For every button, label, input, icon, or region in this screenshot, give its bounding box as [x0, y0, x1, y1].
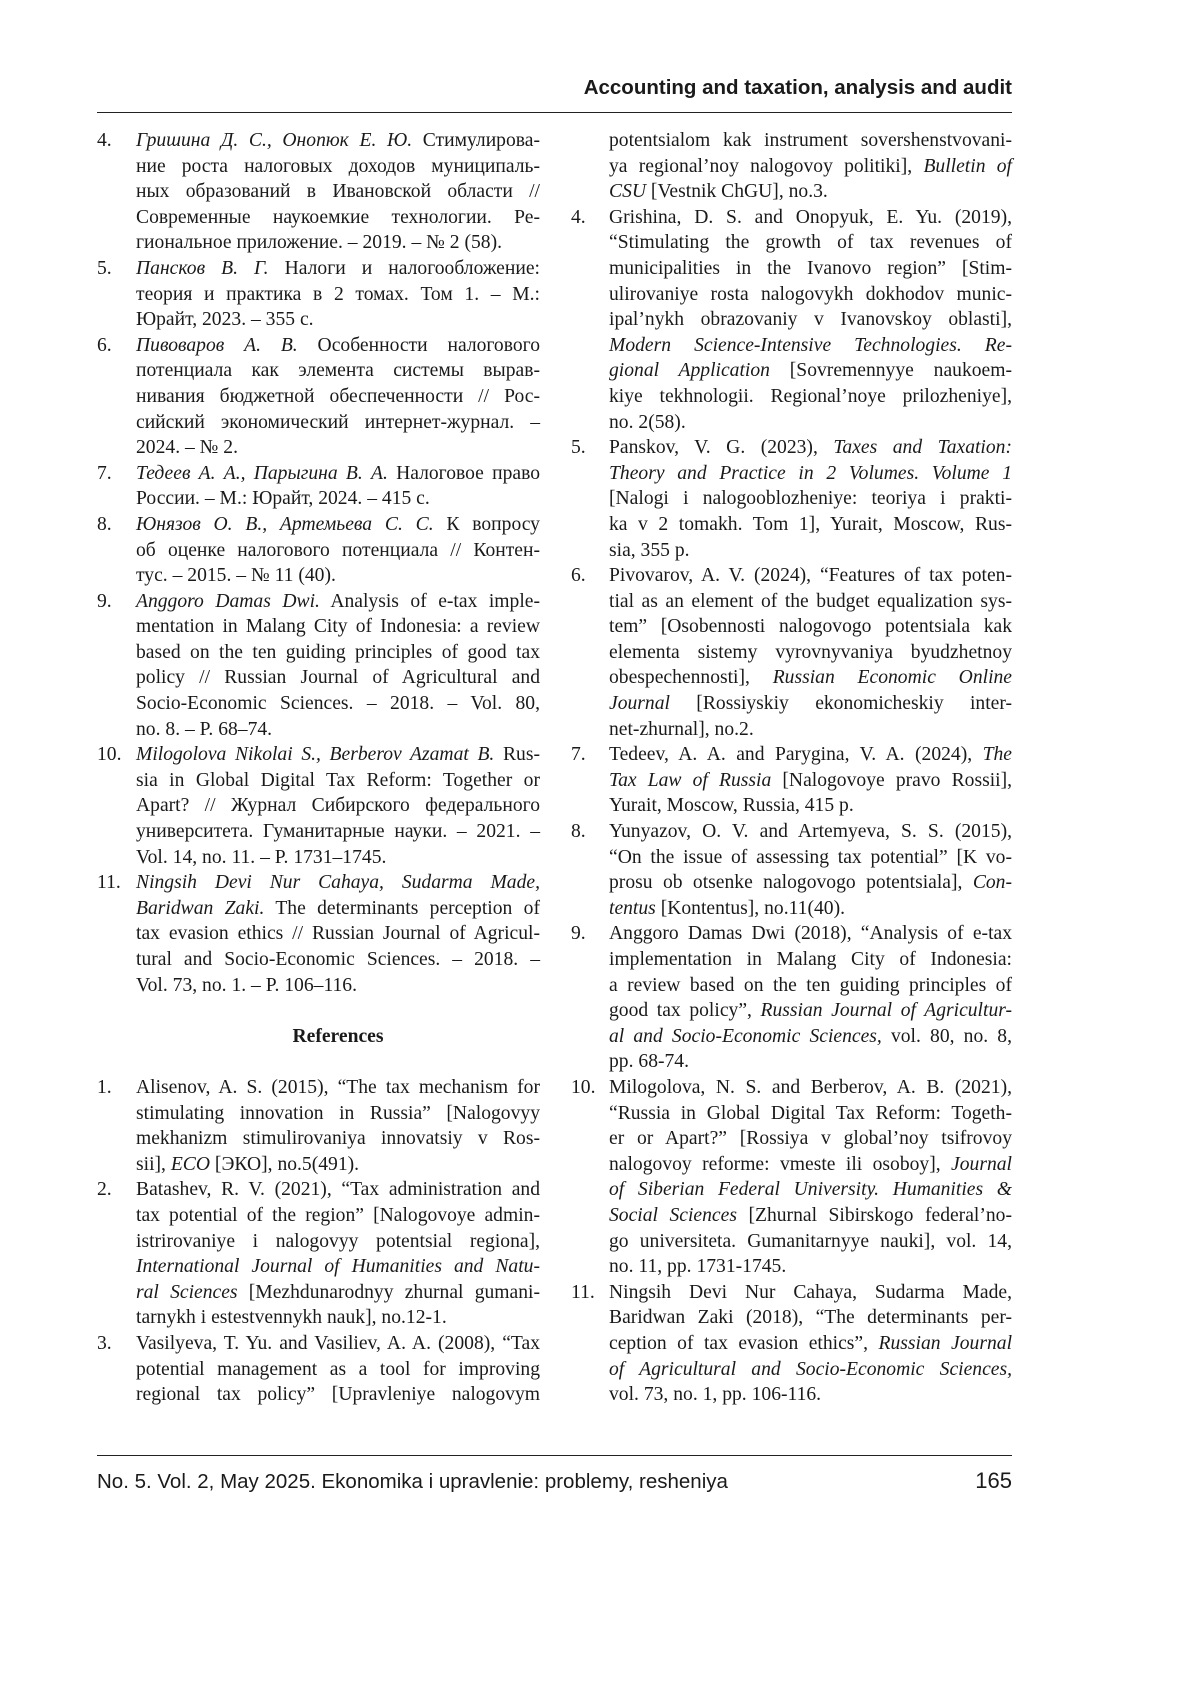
italic-title: Russian Journal: [879, 1333, 1013, 1354]
reference-line: “Stimulating the growth of tax revenues of: [609, 230, 1012, 256]
reference-line: stimulating innovation in Russia” [Nalogovyy: [136, 1101, 540, 1127]
reference-line: Пансков В. Г. Налоги и налогообложение:: [136, 256, 540, 282]
reference-number: 9.: [571, 921, 586, 947]
references-list-continued: [571, 128, 1012, 1408]
reference-line: Journal [Rossiyskiy ekonomicheskiy inter-: [609, 691, 1012, 717]
reference-item: [97, 333, 540, 461]
reference-line: Юрайт, 2023. – 355 с.: [136, 307, 540, 333]
reference-line: based on the ten guiding principles of good tax: [136, 640, 540, 666]
reference-line: kiye tekhnologii. Regional’noye prilozheniye],: [609, 384, 1012, 410]
italic-title: Modern Science-Intensive Technologies. Re-: [609, 335, 1012, 356]
reference-line: tax potential of the region” [Nalogovoye admin-: [136, 1203, 540, 1229]
italic-title: ECO: [171, 1154, 210, 1175]
reference-line: Baridwan Zaki. The determinants perception of: [136, 896, 540, 922]
italic-title: Тедеев А. А., Парыгина В. А.: [136, 463, 388, 484]
reference-line: [609, 1357, 1012, 1383]
reference-line: университета. Гуманитарные науки. – 2021. –: [136, 819, 540, 845]
reference-line: Socio-Economic Sciences. – 2018. – Vol. 80,: [136, 691, 540, 717]
reference-number: 7.: [97, 461, 112, 487]
reference-line: sia in Global Digital Tax Reform: Together or: [136, 768, 540, 794]
reference-item: [571, 205, 1012, 435]
reference-item: [97, 1177, 540, 1331]
reference-line: Гришина Д. С., Онопюк Е. Ю. Стимулирова-: [136, 128, 540, 154]
reference-line: Batashev, R. V. (2021), “Tax administration and: [136, 1177, 540, 1203]
reference-line: tarnykh i estestvennykh nauk], no.12-1.: [136, 1305, 540, 1331]
reference-item: [571, 1280, 1012, 1408]
reference-line: Social Sciences [Zhurnal Sibirskogo federal’no-: [609, 1203, 1012, 1229]
reference-item: [571, 819, 1012, 921]
reference-number: 5.: [97, 256, 112, 282]
italic-title: Пансков В. Г.: [136, 258, 269, 279]
reference-line: Yurait, Moscow, Russia, 415 p.: [609, 793, 1012, 819]
italic-title: Theory and Practice in 2 Volumes. Volume 1: [609, 463, 1012, 484]
reference-line: no. 2(58).: [609, 410, 1012, 436]
reference-line: нивания бюджетной обеспеченности // Рос-: [136, 384, 540, 410]
reference-line: Тедеев А. А., Парыгина В. А. Налоговое право: [136, 461, 540, 487]
reference-line: об оценке налогового потенциала // Контен-: [136, 538, 540, 564]
reference-line: nalogovoy reforme: vmeste ili osoboy], Journal: [609, 1152, 1012, 1178]
italic-title: al and Socio-Economic Sciences,: [609, 1026, 882, 1047]
reference-line: Milogolova, N. S. and Berberov, A. B. (2021),: [609, 1075, 1012, 1101]
reference-line: гиональное приложение. – 2019. – № 2 (58).: [136, 230, 540, 256]
reference-item: [97, 256, 540, 333]
reference-item: [571, 742, 1012, 819]
italic-title: The: [983, 744, 1012, 765]
reference-item: [571, 563, 1012, 742]
reference-item: [97, 589, 540, 743]
footer-rule: [97, 1455, 1012, 1456]
reference-line: Vasilyeva, T. Yu. and Vasiliev, A. A. (2008), “Tax: [136, 1331, 540, 1357]
reference-line: tentus [Kontentus], no.11(40).: [609, 896, 1012, 922]
reference-item: [571, 128, 1012, 205]
header-rule: [97, 112, 1012, 113]
reference-line: [136, 870, 540, 896]
reference-line: Tax Law of Russia [Nalogovoye pravo Rossii],: [609, 768, 1012, 794]
reference-item: [571, 435, 1012, 563]
reference-number: 3.: [97, 1331, 112, 1357]
reference-line: policy // Russian Journal of Agricultural and: [136, 665, 540, 691]
reference-line: Alisenov, A. S. (2015), “The tax mechanism for: [136, 1075, 540, 1101]
references-list: [97, 1075, 540, 1408]
reference-line: sii], ECO [ЭКО], no.5(491).: [136, 1152, 540, 1178]
bibliography-list: [97, 128, 540, 998]
reference-line: Tedeev, A. A. and Parygina, V. A. (2024), The: [609, 742, 1012, 768]
reference-line: Milogolova Nikolai S., Berberov Azamat B. Rus-: [136, 742, 540, 768]
reference-line: Vol. 14, no. 11. – P. 1731–1745.: [136, 845, 540, 871]
reference-line: ulirovaniye rosta nalogovykh dokhodov munic-: [609, 282, 1012, 308]
italic-title: Baridwan Zaki.: [136, 898, 264, 919]
reference-line: [609, 333, 1012, 359]
reference-line: gional Application [Sovremennyye naukoem-: [609, 358, 1012, 384]
reference-line: a review based on the ten guiding principles of: [609, 973, 1012, 999]
reference-line: [609, 461, 1012, 487]
reference-line: good tax policy”, Russian Journal of Agricultur-: [609, 998, 1012, 1024]
reference-line: tax evasion ethics // Russian Journal of Agricul-: [136, 921, 540, 947]
reference-number: 11.: [571, 1280, 595, 1306]
reference-item: [97, 128, 540, 256]
reference-number: 2.: [97, 1177, 112, 1203]
reference-line: Pivovarov, A. V. (2024), “Features of tax poten-: [609, 563, 1012, 589]
reference-line: России. – М.: Юрайт, 2024. – 415 с.: [136, 486, 540, 512]
reference-line: ka v 2 tomakh. Tom 1], Yurait, Moscow, Rus-: [609, 512, 1012, 538]
reference-number: 1.: [97, 1075, 112, 1101]
reference-line: istrirovaniye i nalogovyy potentsial regiona],: [136, 1229, 540, 1255]
reference-line: Yunyazov, O. V. and Artemyeva, S. S. (2015),: [609, 819, 1012, 845]
running-header: Accounting and taxation, analysis and audit: [584, 76, 1012, 100]
italic-title: Ningsih Devi Nur Cahaya, Sudarma Made,: [136, 872, 540, 893]
reference-number: 7.: [571, 742, 586, 768]
reference-line: Vol. 73, no. 1. – P. 106–116.: [136, 973, 540, 999]
left-column: [97, 128, 540, 1408]
reference-line: “Russia in Global Digital Tax Reform: Togeth-: [609, 1101, 1012, 1127]
reference-line: Юнязов О. В., Артемьева С. С. К вопросу: [136, 512, 540, 538]
reference-item: [97, 742, 540, 870]
reference-line: “On the issue of assessing tax potential” [K vo-: [609, 845, 1012, 871]
reference-number: 6.: [571, 563, 586, 589]
reference-number: 6.: [97, 333, 112, 359]
reference-line: [Nalogi i nalogooblozheniye: teoriya i prakti-: [609, 486, 1012, 512]
reference-item: [97, 1331, 540, 1408]
reference-number: 4.: [571, 205, 586, 231]
italic-title: Russian Economic Online: [773, 667, 1012, 688]
italic-title: Journal: [951, 1154, 1012, 1175]
right-column: [571, 128, 1012, 1408]
reference-number: 4.: [97, 128, 112, 154]
reference-line: [136, 1254, 540, 1280]
italic-title: tentus: [609, 898, 656, 919]
reference-line: pp. 68-74.: [609, 1049, 1012, 1075]
reference-item: [97, 870, 540, 998]
reference-item: [571, 921, 1012, 1075]
reference-line: elementa sistemy vyrovnyvaniya byudzhetnoy: [609, 640, 1012, 666]
italic-title: Russian Journal of Agricultur-: [761, 1000, 1012, 1021]
reference-number: 10.: [97, 742, 122, 768]
reference-line: municipalities in the Ivanovo region” [Stim-: [609, 256, 1012, 282]
reference-line: sia, 355 p.: [609, 538, 1012, 564]
reference-line: no. 11, pp. 1731-1745.: [609, 1254, 1012, 1280]
reference-line: Grishina, D. S. and Onopyuk, E. Yu. (2019),: [609, 205, 1012, 231]
reference-line: 2024. – № 2.: [136, 435, 540, 461]
reference-number: 5.: [571, 435, 586, 461]
reference-line: сийский экономический интернет-журнал. –: [136, 410, 540, 436]
reference-line: implementation in Malang City of Indonesia:: [609, 947, 1012, 973]
reference-line: ние роста налоговых доходов муниципаль-: [136, 154, 540, 180]
reference-line: Baridwan Zaki (2018), “The determinants per-: [609, 1305, 1012, 1331]
italic-title: of Agricultural and Socio-Economic Sciences,: [609, 1359, 1012, 1380]
reference-item: [97, 1075, 540, 1177]
italic-title: CSU: [609, 181, 646, 202]
reference-line: obespechennosti], Russian Economic Online: [609, 665, 1012, 691]
reference-line: tural and Socio-Economic Sciences. – 2018. –: [136, 947, 540, 973]
reference-line: vol. 73, no. 1, pp. 106-116.: [609, 1382, 1012, 1408]
reference-line: mentation in Malang City of Indonesia: a review: [136, 614, 540, 640]
reference-line: Пивоваров А. В. Особенности налогового: [136, 333, 540, 359]
reference-line: net-zhurnal], no.2.: [609, 717, 1012, 743]
reference-line: go universiteta. Gumanitarnyye nauki], vol. 14,: [609, 1229, 1012, 1255]
reference-line: al and Socio-Economic Sciences, vol. 80, no. 8,: [609, 1024, 1012, 1050]
reference-line: tial as an element of the budget equalization sys-: [609, 589, 1012, 615]
page-number: 165: [975, 1468, 1012, 1494]
reference-number: 8.: [571, 819, 586, 845]
reference-number: 11.: [97, 870, 121, 896]
italic-title: Пивоваров А. В.: [136, 335, 298, 356]
italic-title: ral Sciences: [136, 1282, 238, 1303]
italic-title: Social Sciences: [609, 1205, 737, 1226]
references-heading: References: [97, 1024, 540, 1050]
italic-title: Milogolova Nikolai S., Berberov Azamat B.: [136, 744, 494, 765]
reference-line: ral Sciences [Mezhdunarodnyy zhurnal gumani-: [136, 1280, 540, 1306]
reference-line: Anggoro Damas Dwi (2018), “Analysis of e-tax: [609, 921, 1012, 947]
reference-number: 8.: [97, 512, 112, 538]
reference-line: ipal’nykh obrazovaniy v Ivanovskoy oblasti],: [609, 307, 1012, 333]
reference-number: 9.: [97, 589, 112, 615]
reference-line: ception of tax evasion ethics”, Russian Journal: [609, 1331, 1012, 1357]
reference-line: mekhanizm stimulirovaniya innovatsiy v Ros-: [136, 1126, 540, 1152]
italic-title: Taxes and Taxation:: [833, 437, 1012, 458]
reference-line: tem” [Osobennosti nalogovogo potentsiala kak: [609, 614, 1012, 640]
reference-line: тус. – 2015. – № 11 (40).: [136, 563, 540, 589]
reference-line: prosu ob otsenke nalogovogo potentsiala], Con-: [609, 870, 1012, 896]
reference-line: Apart? // Журнал Сибирского федерального: [136, 793, 540, 819]
reference-line: Panskov, V. G. (2023), Taxes and Taxation:: [609, 435, 1012, 461]
reference-line: теория и практика в 2 томах. Том 1. – М.:: [136, 282, 540, 308]
reference-item: [571, 1075, 1012, 1280]
reference-item: [97, 461, 540, 512]
reference-number: 10.: [571, 1075, 596, 1101]
reference-line: regional tax policy” [Upravleniye nalogovym: [136, 1382, 540, 1408]
reference-line: Современные наукоемкие технологии. Ре-: [136, 205, 540, 231]
italic-title: Юнязов О. В., Артемьева С. С.: [136, 514, 434, 535]
reference-line: ya regional’noy nalogovoy politiki], Bulletin of: [609, 154, 1012, 180]
italic-title: of Siberian Federal University. Humanities &: [609, 1179, 1012, 1200]
reference-line: CSU [Vestnik ChGU], no.3.: [609, 179, 1012, 205]
italic-title: Con-: [973, 872, 1012, 893]
italic-title: gional Application: [609, 360, 770, 381]
reference-line: потенциала как элемента системы вырав-: [136, 358, 540, 384]
italic-title: Гришина Д. С., Онопюк Е. Ю.: [136, 130, 412, 151]
reference-line: Anggoro Damas Dwi. Analysis of e-tax imple-: [136, 589, 540, 615]
reference-item: [97, 512, 540, 589]
italic-title: Bulletin of: [923, 156, 1012, 177]
reference-line: no. 8. – P. 68–74.: [136, 717, 540, 743]
reference-line: Ningsih Devi Nur Cahaya, Sudarma Made,: [609, 1280, 1012, 1306]
footer-journal: No. 5. Vol. 2, May 2025. Ekonomika i upravlenie: problemy, resheniya: [97, 1470, 728, 1494]
italic-title: Journal: [609, 693, 670, 714]
reference-line: potentsialom kak instrument sovershenstvovani-: [609, 128, 1012, 154]
reference-line: ных образований в Ивановской области //: [136, 179, 540, 205]
italic-title: International Journal of Humanities and Natu-: [136, 1256, 540, 1277]
reference-line: er or Apart?” [Rossiya v global’noy tsifrovoy: [609, 1126, 1012, 1152]
reference-line: potential management as a tool for improving: [136, 1357, 540, 1383]
italic-title: Anggoro Damas Dwi.: [136, 591, 320, 612]
reference-line: [609, 1177, 1012, 1203]
italic-title: Tax Law of Russia: [609, 770, 771, 791]
